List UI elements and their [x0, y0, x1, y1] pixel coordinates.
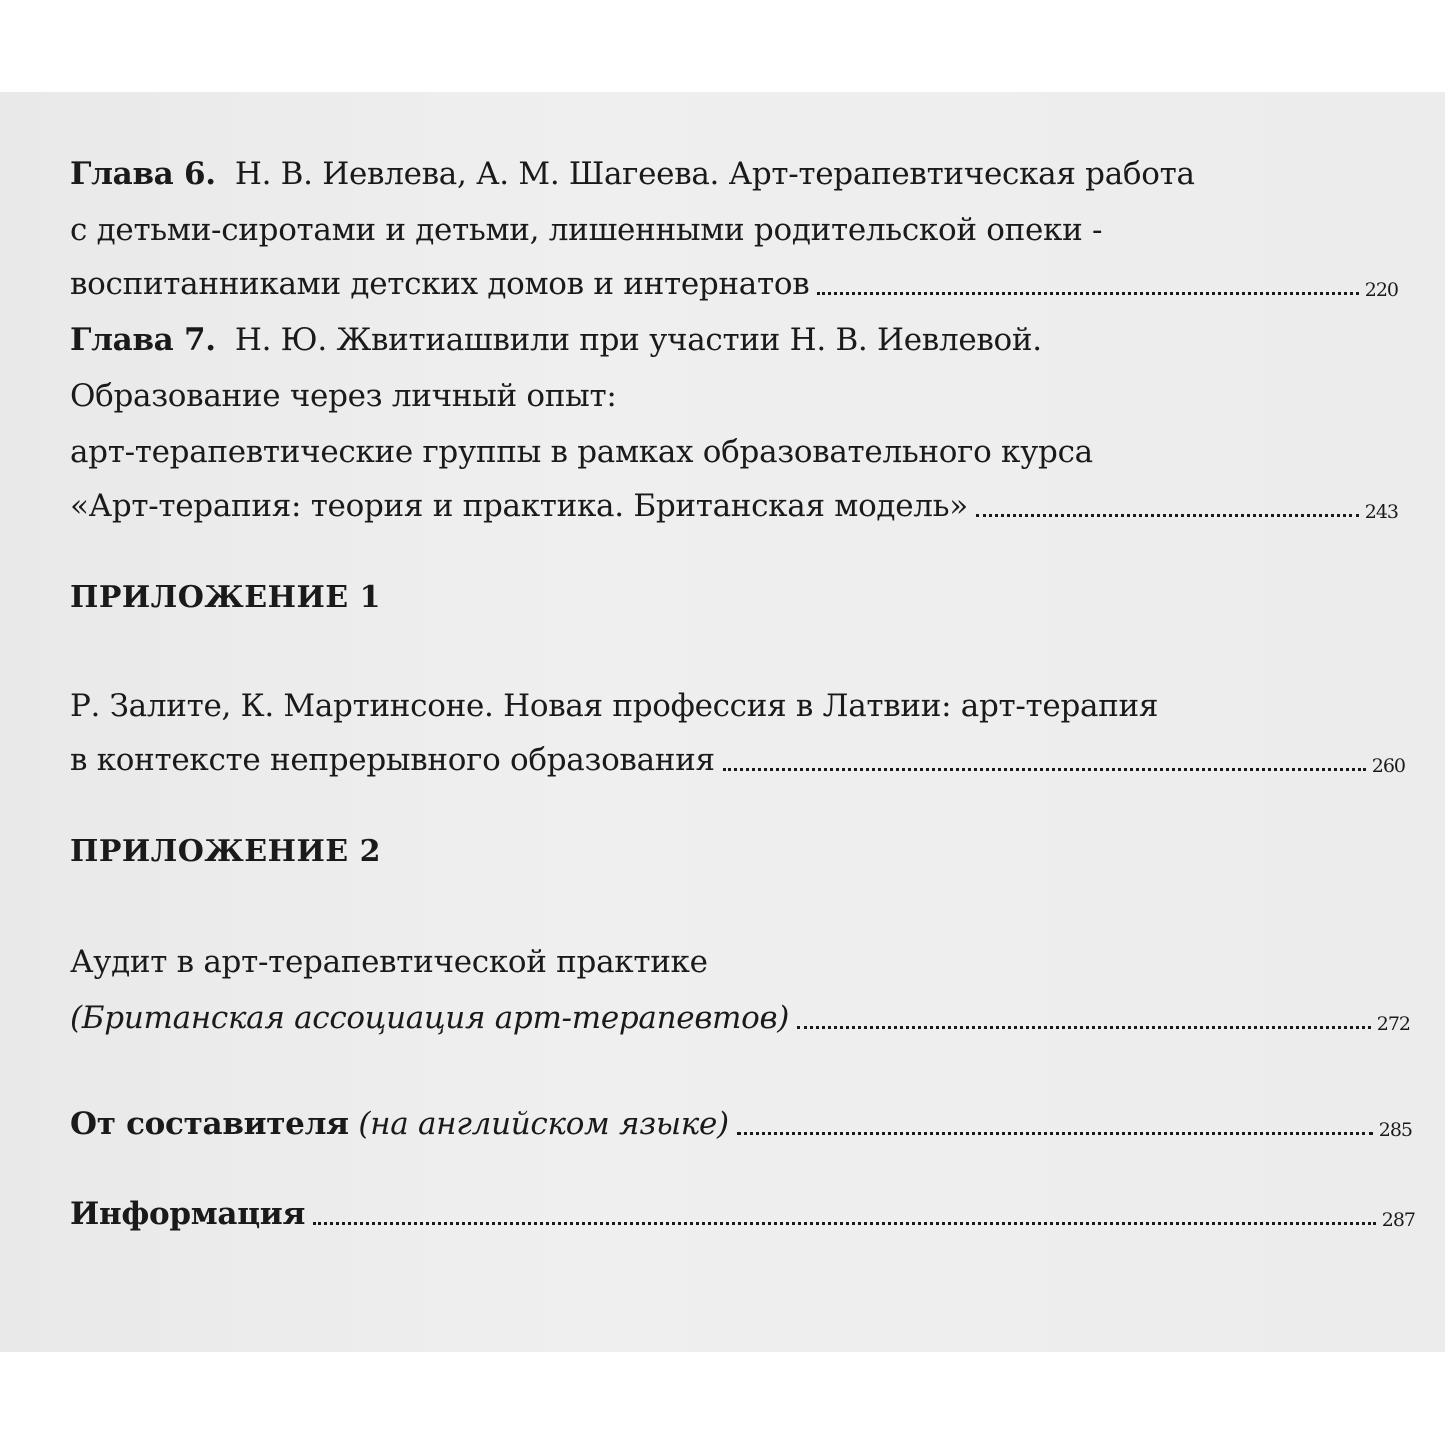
- chapter-label: Глава 6.: [70, 156, 216, 192]
- toc-entry-chapter-6: [70, 154, 1195, 194]
- toc-leader-line: [70, 740, 1405, 780]
- entry-text-line: Аудит в арт-терапевтической практике: [70, 944, 708, 980]
- entry-text: воспитанниками детских домов и интернатов: [70, 266, 810, 302]
- entry-label: От составителя: [70, 1106, 349, 1142]
- dot-leader: [737, 1132, 1373, 1135]
- dot-leader: [723, 768, 1366, 771]
- page-number: 285: [1378, 1119, 1412, 1141]
- appendix-2-heading: ПРИЛОЖЕНИЕ 2: [70, 834, 381, 869]
- dot-leader: [313, 1222, 1376, 1225]
- toc-leader-line: [70, 486, 1398, 526]
- toc-entry-chapter-7: [70, 320, 1042, 360]
- entry-text-line: Образование через личный опыт:: [70, 378, 617, 414]
- page-number: 243: [1364, 501, 1398, 523]
- dot-leader: [797, 1026, 1371, 1029]
- entry-note: (на английском языке): [358, 1106, 729, 1142]
- entry-text: в контексте непрерывного образования: [70, 742, 715, 778]
- entry-text: «Арт-терапия: теория и практика. Британская модель»: [70, 488, 968, 524]
- toc-entry-compiler: [70, 1104, 1412, 1144]
- entry-text: Н. В. Иевлева, А. М. Шагеева. Арт-терапевтическая работа: [234, 156, 1195, 192]
- entry-text-line: Р. Залите, К. Мартинсоне. Новая профессия в Латвии: арт-терапия: [70, 688, 1159, 724]
- toc-leader-line: [70, 264, 1398, 304]
- entry-label: Информация: [70, 1196, 306, 1232]
- page-number: 220: [1364, 279, 1398, 301]
- page-number: 260: [1371, 755, 1405, 777]
- page-number: 287: [1381, 1209, 1415, 1231]
- entry-text: (Британская ассоциация арт-терапевтов): [70, 1000, 790, 1036]
- appendix-1-heading: ПРИЛОЖЕНИЕ 1: [70, 580, 381, 615]
- dot-leader: [976, 514, 1359, 517]
- entry-text-line: с детьми-сиротами и детьми, лишенными родительской опеки -: [70, 212, 1103, 248]
- toc-leader-line: [70, 998, 1410, 1038]
- chapter-label: Глава 7.: [70, 322, 216, 358]
- dot-leader: [817, 292, 1358, 295]
- toc-entry-information: [70, 1194, 1415, 1234]
- entry-text: Н. Ю. Жвитиашвили при участии Н. В. Иевлевой.: [234, 322, 1042, 358]
- book-page: [0, 92, 1445, 1352]
- entry-text-line: арт-терапевтические группы в рамках образовательного курса: [70, 434, 1093, 470]
- page-number: 272: [1376, 1013, 1410, 1035]
